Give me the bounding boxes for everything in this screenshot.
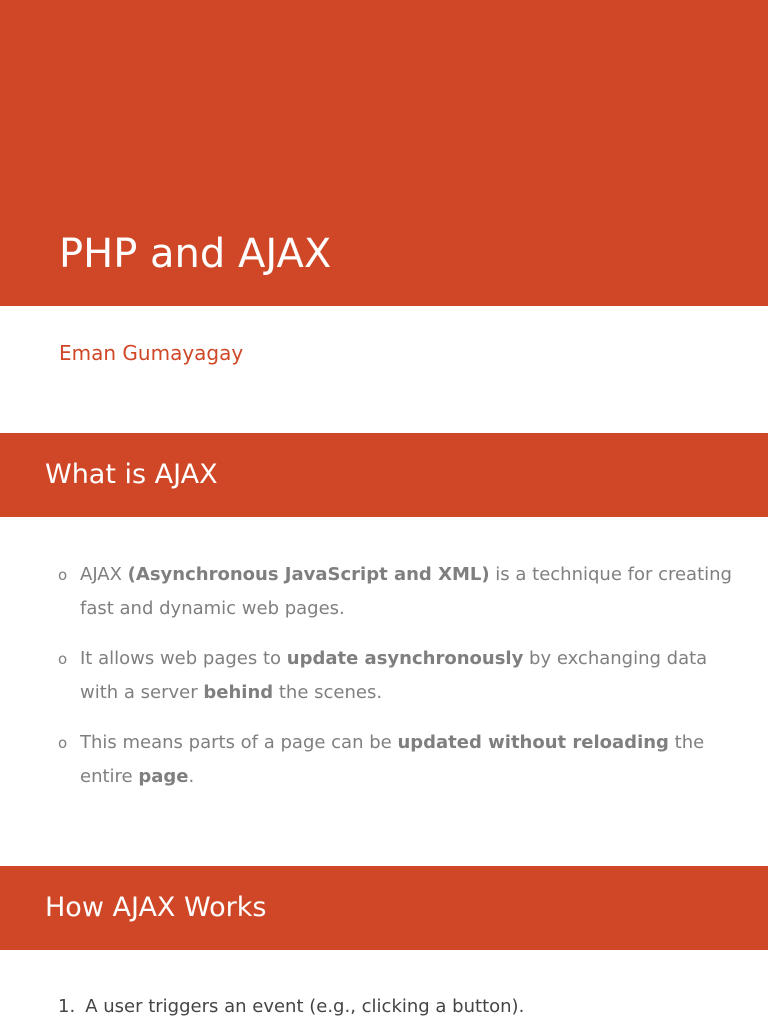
bullet-text: It allows web pages to <box>80 648 287 669</box>
bullet-bold-text: behind <box>203 682 274 703</box>
section-banner-how-ajax-works <box>0 866 768 950</box>
step-text: A user triggers an event (e.g., clicking a button). <box>85 996 525 1017</box>
section-title-how-ajax-works: How AJAX Works <box>45 892 267 923</box>
bullet-bold-text: updated without reloading <box>397 732 669 753</box>
bullet-marker-icon: o <box>58 650 68 668</box>
bullet-bold-text: page <box>138 766 189 787</box>
steps-list <box>58 990 738 1024</box>
bullet-marker-icon: o <box>58 566 68 584</box>
step-item <box>58 990 738 1024</box>
title-slide-banner <box>0 0 768 306</box>
bullet-text: the entire <box>80 732 705 787</box>
bullet-text: AJAX <box>80 564 128 585</box>
bullet-text: This means parts of a page can be <box>80 732 398 753</box>
bullet-item <box>58 642 738 710</box>
bullet-text: . <box>188 766 195 787</box>
bullet-text: the scenes. <box>273 682 383 703</box>
slide-author: Eman Gumayagay <box>59 341 244 365</box>
bullet-text: is a technique for creating fast and dynamic web pages. <box>80 564 732 619</box>
bullet-text: by exchanging data with a server <box>80 648 708 703</box>
bullet-marker-icon: o <box>58 734 68 752</box>
section-title-what-is-ajax: What is AJAX <box>45 459 218 490</box>
section-banner-what-is-ajax <box>0 433 768 517</box>
bullet-bold-text: update asynchronously <box>286 648 524 669</box>
bullet-list <box>58 558 738 810</box>
bullet-bold-text: (Asynchronous JavaScript and XML) <box>127 564 490 585</box>
bullet-item <box>58 726 738 794</box>
slide-title: PHP and AJAX <box>59 231 332 277</box>
bullet-item <box>58 558 738 626</box>
step-number: 1. <box>58 996 76 1017</box>
